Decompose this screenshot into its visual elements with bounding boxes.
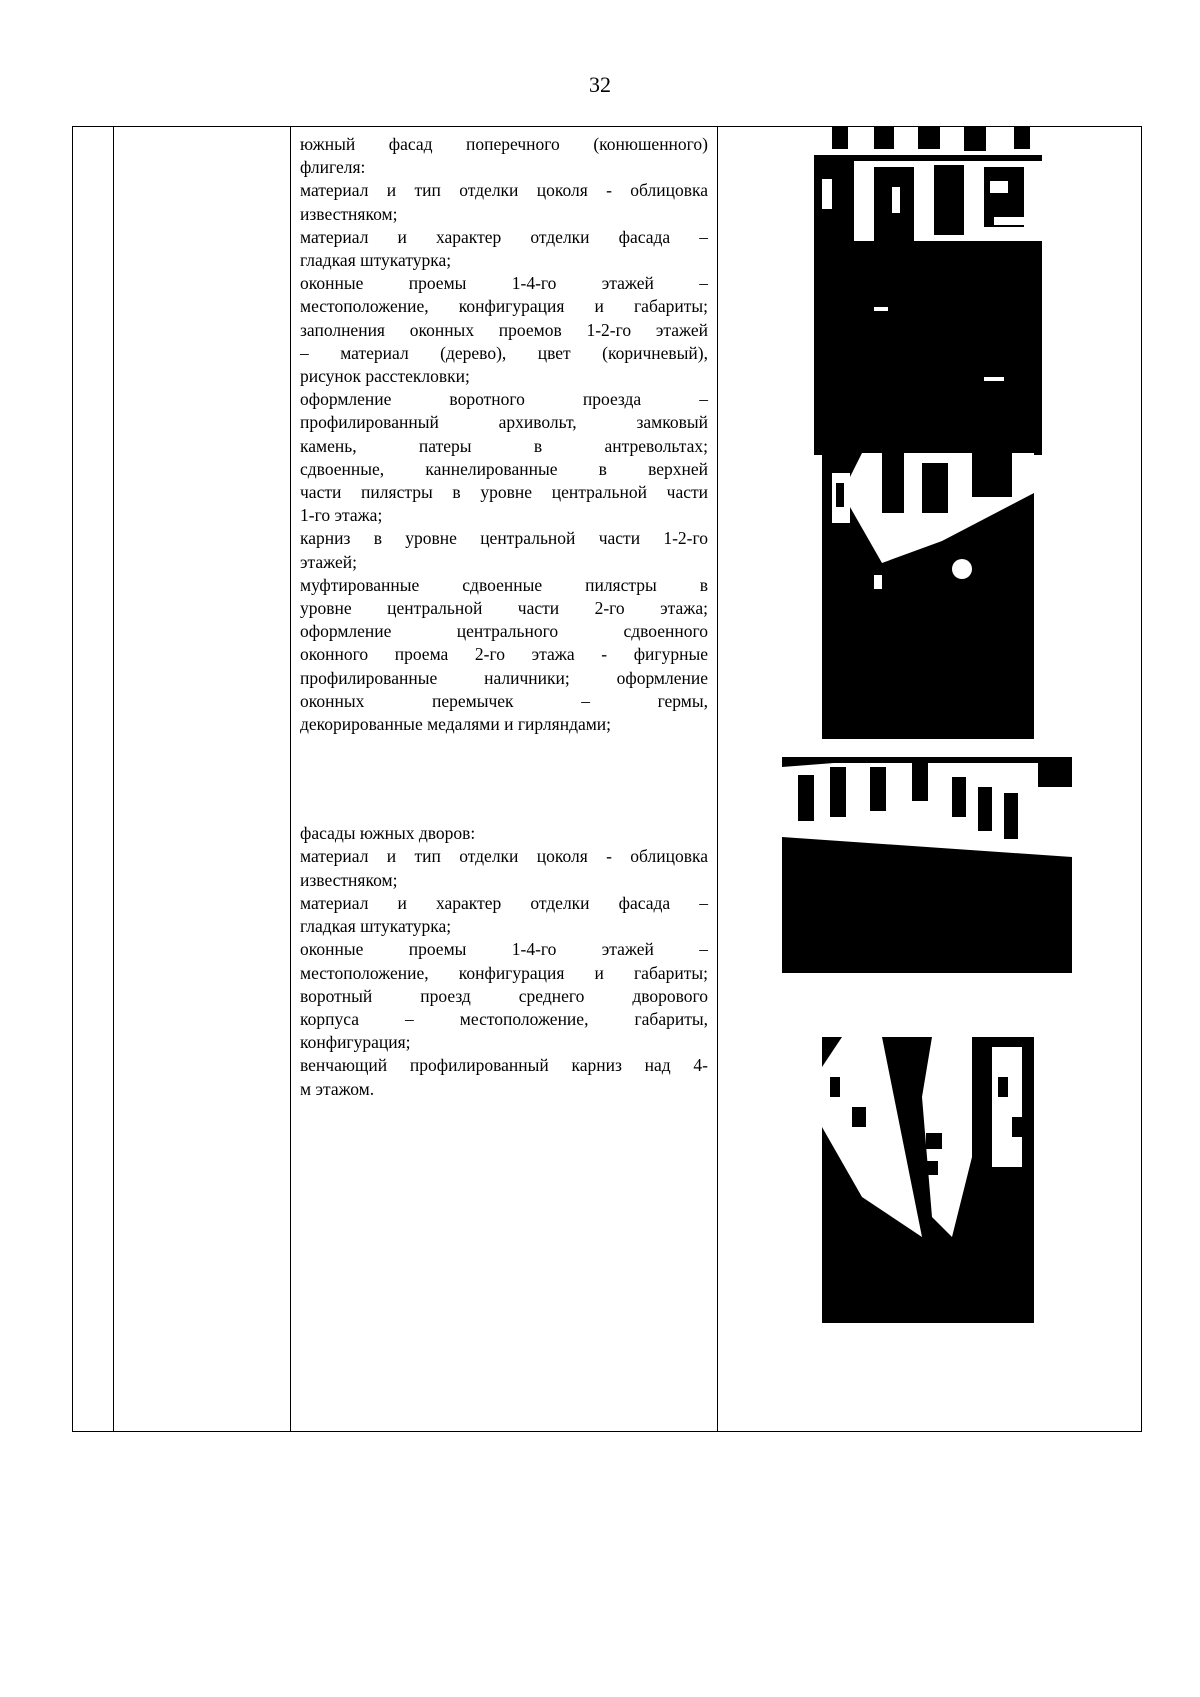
- text-line: заполнения оконных проемов 1-2-го этажей: [300, 319, 708, 340]
- south-courtyards-description: [300, 822, 708, 1100]
- text-line: гладкая штукатурка;: [300, 916, 452, 937]
- text-line: оконного проема 2-го этажа - фигурные: [300, 644, 708, 665]
- text-line: материал и тип отделки цоколя - облицовка: [300, 846, 708, 867]
- text-line: известняком;: [300, 203, 398, 224]
- photos-cell: [718, 127, 1142, 1432]
- text-line: части пилястры в уровне центральной части: [300, 482, 708, 503]
- number-cell: [73, 127, 114, 1432]
- text-line: уровне центральной части 2-го этажа;: [300, 598, 708, 619]
- text-line: оконных перемычек – гермы,: [300, 690, 708, 711]
- courtyard-photo-2: [822, 1037, 1034, 1323]
- page-number: 32: [589, 72, 611, 97]
- text-line: фасады южных дворов:: [300, 823, 476, 844]
- text-line: декорированные медалями и гирляндами;: [300, 714, 612, 735]
- text-line: – материал (дерево), цвет (коричневый),: [300, 342, 708, 363]
- text-line: карниз в уровне центральной части 1-2-го: [300, 528, 708, 549]
- text-line: этажей;: [300, 551, 357, 572]
- text-line: рисунок расстекловки;: [300, 366, 470, 387]
- text-line: профилированные наличники; оформление: [300, 667, 708, 688]
- south-facade-description: [300, 133, 708, 736]
- text-line: оконные проемы 1-4-го этажей –: [300, 939, 708, 960]
- text-line: материал и характер отделки фасада –: [300, 892, 708, 913]
- text-line: оформление воротного проезда –: [300, 389, 708, 410]
- facade-photo-2: [822, 453, 1034, 739]
- text-line: гладкая штукатурка;: [300, 250, 452, 271]
- facade-photo-1: [814, 127, 1042, 455]
- description-cell: [291, 127, 718, 1432]
- text-line: местоположение, конфигурация и габариты;: [300, 962, 708, 983]
- text-line: профилированный архивольт, замковый: [300, 412, 708, 433]
- text-line: камень, патеры в антревольтах;: [300, 435, 708, 456]
- text-line: оформление центрального сдвоенного: [300, 621, 708, 642]
- courtyard-photo-1: [782, 757, 1072, 973]
- text-line: южный фасад поперечного (конюшенного): [300, 134, 708, 154]
- text-line: сдвоенные, каннелированные в верхней: [300, 458, 708, 479]
- text-line: венчающий профилированный карниз над 4-: [300, 1055, 708, 1076]
- text-line: материал и характер отделки фасада –: [300, 226, 708, 247]
- text-line: флигеля:: [300, 157, 366, 178]
- text-line: материал и тип отделки цоколя - облицовка: [300, 180, 708, 201]
- text-line: м этажом.: [300, 1078, 375, 1099]
- description-table: [72, 126, 1142, 1432]
- text-line: 1-го этажа;: [300, 505, 383, 526]
- text-line: конфигурация;: [300, 1032, 411, 1053]
- text-line: воротный проезд среднего дворового: [300, 985, 708, 1006]
- text-line: корпуса – местоположение, габариты,: [300, 1008, 708, 1029]
- name-cell: [114, 127, 291, 1432]
- text-line: муфтированные сдвоенные пилястры в: [300, 574, 708, 595]
- text-line: оконные проемы 1-4-го этажей –: [300, 273, 708, 294]
- text-line: местоположение, конфигурация и габариты;: [300, 296, 708, 317]
- text-line: известняком;: [300, 869, 398, 890]
